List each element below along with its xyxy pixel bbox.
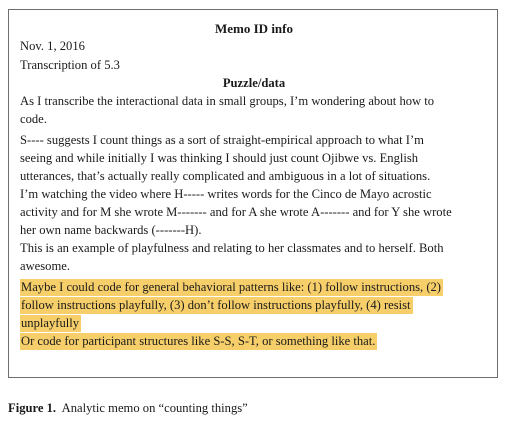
- highlighted-line: [20, 333, 377, 349]
- memo-transcription: Transcription of 5.3: [20, 58, 120, 72]
- highlight: follow instructions playfully, (3) don’t follow instructions playfully, (4) resist: [21, 298, 411, 312]
- highlight: Maybe I could code for general behavioral patterns like: (1) follow instructions, (2): [21, 280, 442, 294]
- memo-date: Nov. 1, 2016: [20, 39, 85, 53]
- highlighted-line: [20, 315, 81, 331]
- memo-line: I’m watching the video where H----- writes words for the Cinco de Mayo acrostic: [20, 187, 432, 201]
- section-heading: Puzzle/data: [222, 76, 286, 90]
- memo-line: code.: [20, 112, 47, 126]
- memo-title: Memo ID info: [215, 21, 293, 36]
- figure-caption: [8, 400, 248, 416]
- memo-line: This is an example of playfulness and relating to her classmates and to herself. Both: [20, 241, 444, 255]
- highlighted-line: [20, 297, 413, 313]
- highlighted-line: [20, 279, 443, 295]
- memo-line: her own name backwards (-------H).: [20, 223, 202, 237]
- memo-line: As I transcribe the interactional data in small groups, I’m wondering about how to: [20, 94, 435, 108]
- figure-caption-text: Analytic memo on “counting things”: [61, 401, 248, 415]
- highlight: Or code for participant structures like S-S, S-T, or something like that.: [21, 334, 376, 348]
- memo-line: S---- suggests I count things as a sort of straight-empirical approach to what I’m: [20, 133, 424, 147]
- memo-line: utterances, that’s actually really complicated and ambiguous in a lot of situations.: [20, 169, 431, 183]
- highlight: unplayfully: [21, 316, 80, 330]
- figure-label: Figure 1.: [8, 401, 57, 415]
- memo-line: seeing and while initially I was thinking I should just count Ojibwe vs. English: [20, 151, 419, 165]
- memo-line: awesome.: [20, 259, 71, 273]
- memo-line: activity and for M she wrote M------- and for A she wrote A------- and for Y she wrote: [20, 205, 452, 219]
